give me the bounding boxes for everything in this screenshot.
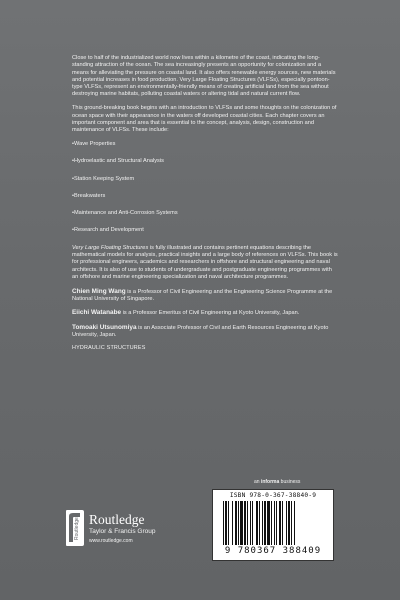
author-description: is a Professor Emeritus of Civil Engineering at Kyoto University, Japan. <box>121 310 300 317</box>
barcode-bar <box>262 501 263 545</box>
topic-item: •Research and Development <box>72 227 144 234</box>
description-paragraph-1: Close to half of the industrialized world now lives within a kilometre of the coast, indicating the long-standing attraction of the ocean. The sea increasingly presents an opportunity for colonization and a means for alleviating the pressure on coastal land. It also offers renewable energy sources, new materials and potential increases in food production. Very Large Floating Structures (VLFSs), especially pontoon-type VLFSs, represent an environmentally-friendly means of creating artificial land from the sea without destroying marine habitats, polluting coastal waters or altering tidal and natural current flow. <box>72 55 336 98</box>
barcode-bar <box>288 501 290 545</box>
author-name: Chien Ming Wang <box>72 287 126 295</box>
ean-number: 9 780367 388409 <box>224 546 322 556</box>
barcode-bars <box>223 501 325 545</box>
topic-item: •Maintenance and Anti-Corrosion Systems <box>72 210 178 217</box>
author-bio <box>72 309 338 317</box>
topic-item: •Breakwaters <box>72 192 106 199</box>
barcode-bar <box>244 501 246 545</box>
logo-vertical-text: Routledge <box>74 517 80 540</box>
closing-text: is fully illustrated and contains pertinent equations describing the mathematical models for analysis, practical insights and a large body of references on VLFSs. This book is for professional engineers, academics and researchers in offshore and structural engineering and naval architects. It is also of use to students of undergraduate and postgraduate engineering programmes with an offshore and marine engineering specialization and naval architecture programmes. <box>72 244 338 280</box>
informa-brand: informa <box>260 479 280 485</box>
barcode-bar <box>238 501 239 545</box>
barcode-bar <box>291 501 292 545</box>
barcode-bar <box>252 501 253 545</box>
barcode-bar <box>271 501 272 545</box>
barcode-bar <box>247 501 248 545</box>
topic-item: •Station Keeping System <box>72 175 135 182</box>
description-paragraph-2: This ground-breaking book begins with an introduction to VLFSs and some thoughts on the colonization of ocean space with their appearance in the waters off developed coastal cities. Each chapter covers an important component and area that is essential to the concept, analysis, design, construction and maintenance of VLFSs. These include: <box>72 105 337 134</box>
publisher-url: www.routledge.com <box>89 538 133 544</box>
barcode-bar <box>235 501 237 545</box>
publisher-name: Routledge <box>89 512 145 527</box>
publisher-logo <box>65 508 235 548</box>
barcode-bar <box>279 501 281 545</box>
publisher-group: Taylor & Francis Group <box>89 528 156 535</box>
barcode-bar <box>282 501 283 545</box>
barcode-bar <box>256 501 258 545</box>
author-description: is an Associate Professor of Civil and Earth Resources Engineering at Kyoto University, Japan. <box>72 324 329 338</box>
author-bio <box>72 324 338 340</box>
barcode-bar <box>276 501 277 545</box>
book-title: Very Large Floating Structures <box>72 244 149 251</box>
barcode-bar <box>274 501 275 545</box>
author-description: is a Professor of Civil Engineering and the Engineering Science Programme at the National University of Singapore. <box>72 288 333 303</box>
informa-tagline: an informa business <box>254 479 301 485</box>
subject-category: HYDRAULIC STRUCTURES <box>72 345 146 352</box>
barcode-bar <box>267 501 270 545</box>
barcode-bar <box>240 501 243 545</box>
routledge-logo-icon <box>65 508 85 548</box>
author-name: Tomoaki Utsunomiya <box>72 323 137 331</box>
blurb <box>72 55 338 353</box>
barcode-bar <box>264 501 266 545</box>
barcode-bar <box>250 501 251 545</box>
barcode-bar <box>294 501 295 545</box>
topic-item: •Wave Properties <box>72 140 116 147</box>
author-name: Eiichi Watanabe <box>72 309 122 317</box>
barcode-bar <box>286 501 287 545</box>
isbn-number: ISBN 978-0-367-38840-9 <box>229 492 317 499</box>
topic-item: •Hydroelastic and Structural Analysis <box>72 158 164 165</box>
closing-paragraph <box>72 245 338 281</box>
author-bio <box>72 288 338 304</box>
barcode-bar <box>259 501 260 545</box>
